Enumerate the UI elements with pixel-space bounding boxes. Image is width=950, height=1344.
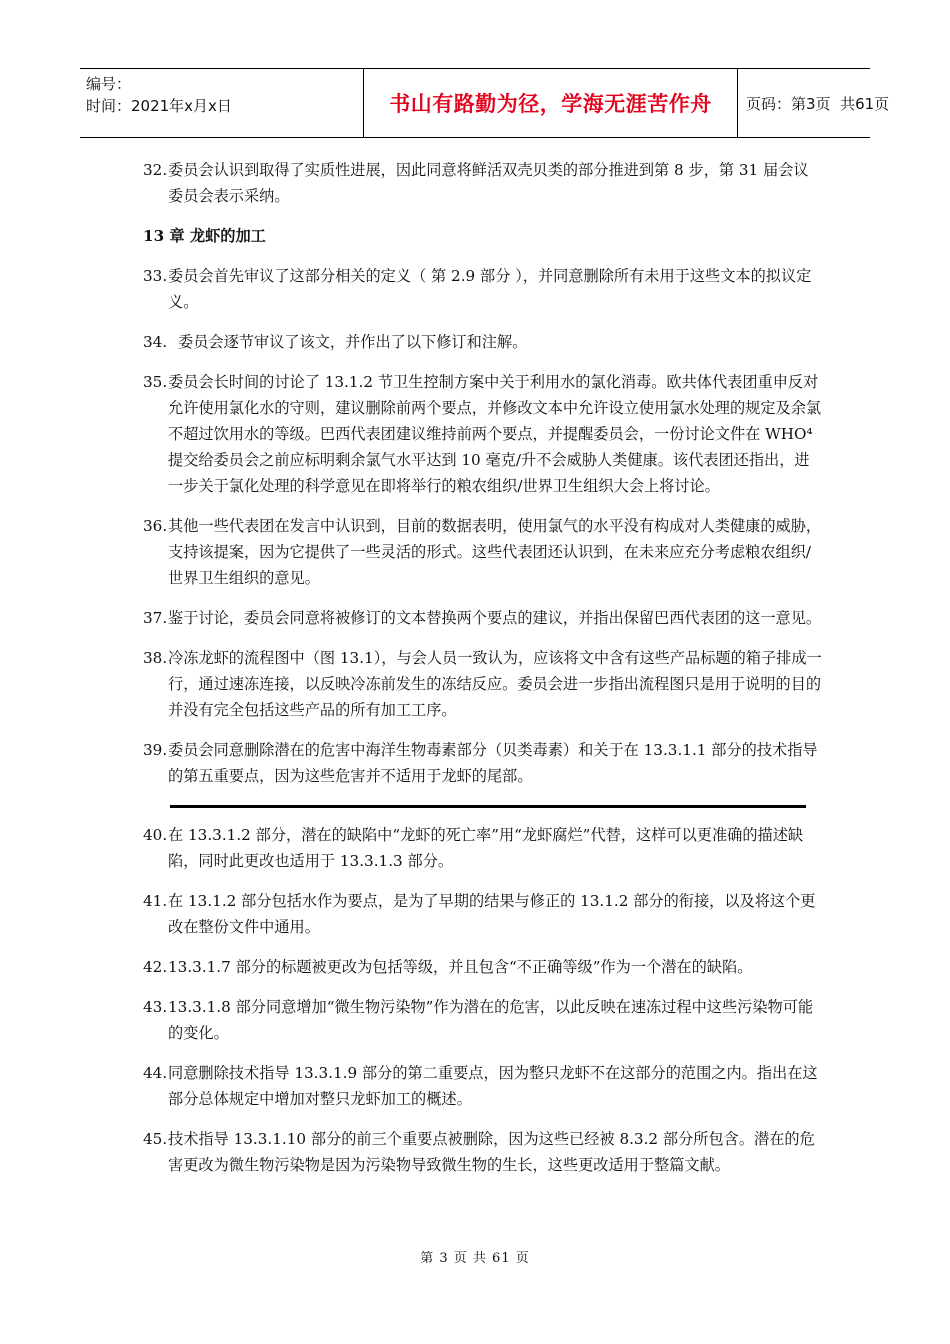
paragraph-text: 冷冻龙虾的流程图中（图 13.1），与会人员一致认为，应该将文中含有这些产品标题的箱子排成一行，通过速冻连接，以反映冷冻前发生的冻结反应。委员会进一步指出流程图只是用于说明的目的并没有完全包括这些产品的所有加工工序。 [168,649,822,719]
paragraph-text: 鉴于讨论，委员会同意将被修订的文本替换两个要点的建议，并指出保留巴西代表团的这一意见。 [168,609,822,627]
paragraph [143,888,823,940]
paragraph [143,329,823,355]
paragraph-text: 委员会首先审议了这部分相关的定义（ 第 2.9 部分 ），并同意删除所有未用于这些文本的拟议定义。 [168,267,812,311]
paragraph-text: 委员会逐节审议了该文，并作出了以下修订和注解。 [178,333,528,351]
paragraph-text: 委员会认识到取得了实质性进展，因此同意将鲜活双壳贝类的部分推进到第 8 步，第 31 届会议委员会表示采纳。 [168,161,809,205]
paragraph-text: 委员会长时间的讨论了 13.1.2 节卫生控制方案中关于利用水的氯化消毒。欧共体代表团重申反对允许使用氯化水的守则，建议删除前两个要点，并修改文本中允许设立使用氯水处理的规定及余氯不超过饮用水的等级。巴西代表团建议维持前两个要点，并提醒委员会，一份讨论文件在 WHO⁴ 提交给委员会之前应标明剩余氯气水平达到 10 毫克/升不会威胁人类健康。该代表团还指出，进一步关于氯化处理的科学意见在即将举行的粮农组织/世界卫生组织大会上将讨论。 [168,373,822,495]
paragraph-number: 32. [143,161,168,179]
paragraph [143,645,823,723]
paragraph [143,263,823,315]
document-number-label: 编号： [86,75,132,93]
paragraph-number: 45. [143,1130,168,1148]
paragraph-text: 13.3.1.8 部分同意增加“微生物污染物”作为潜在的危害，以此反映在速冻过程中这些污染物可能的变化。 [168,998,814,1042]
header-meta [86,73,286,117]
header-motto: 书山有路勤为径，学海无涯苦作舟 [363,69,738,137]
paragraph-number: 37. [143,609,168,627]
paragraph [143,822,823,874]
document-time-label: 时间：2021年x月x日 [86,97,232,115]
paragraph [143,737,823,789]
paragraph-number: 39. [143,741,168,759]
paragraph-number: 41. [143,892,168,910]
paragraph-text: 技术指导 13.3.1.10 部分的前三个重要点被删除，因为这些已经被 8.3.2 部分所包含。潜在的危害更改为微生物污染物是因为污染物导致微生物的生长，这些更改适用于整篇文献。 [168,1130,815,1174]
page-footer: 第 3 页 共 61 页 [420,1251,530,1266]
paragraph-text: 委员会同意删除潜在的危害中海洋生物毒素部分（贝类毒素）和关于在 13.3.1.1 部分的技术指导的第五重要点，因为这些危害并不适用于龙虾的尾部。 [168,741,818,785]
paragraph-number: 36. [143,517,168,535]
paragraph-number: 42. [143,958,168,976]
paragraph-number: 43. [143,998,168,1016]
page-label: 页码：第3页 共61页 [746,94,890,113]
paragraph-number: 33. [143,267,168,285]
paragraph [143,157,823,209]
paragraph-number: 38. [143,649,168,667]
paragraph [143,1126,823,1178]
paragraph [143,513,823,591]
document-body-bottom [143,822,823,1192]
paragraph-text: 其他一些代表团在发言中认识到，目前的数据表明，使用氯气的水平没有构成对人类健康的威胁，支持该提案，因为它提供了一些灵活的形式。这些代表团还认识到，在未来应充分考虑粮农组织/世界卫生组织的意见。 [168,517,822,587]
paragraph [143,369,823,499]
paragraph-number: 44. [143,1064,168,1082]
paragraph-number: 35. [143,373,168,391]
section-heading: 13 章 龙虾的加工 [143,227,266,245]
section-divider [170,805,806,808]
paragraph [143,954,823,980]
paragraph-text: 在 13.3.1.2 部分，潜在的缺陷中“龙虾的死亡率”用“龙虾腐烂”代替，这样可以更准确的描述缺陷，同时此更改也适用于 13.3.1.3 部分。 [168,826,804,870]
paragraph-text: 13.3.1.7 部分的标题被更改为包括等级，并且包含“不正确等级”作为一个潜在的缺陷。 [168,958,753,976]
paragraph-number: 40. [143,826,168,844]
document-body-top [143,157,823,803]
paragraph-text: 同意删除技术指导 13.3.1.9 部分的第二重要点，因为整只龙虾不在这部分的范围之内。指出在这部分总体规定中增加对整只龙虾加工的概述。 [168,1064,818,1108]
page-header [80,68,890,138]
paragraph-number: 34. [143,333,168,351]
paragraph [143,1060,823,1112]
paragraph [143,994,823,1046]
header-page-indicator [746,69,889,137]
paragraph-text: 在 13.1.2 部分包括水作为要点，是为了早期的结果与修正的 13.1.2 部分的衔接，以及将这个更改在整份文件中通用。 [168,892,816,936]
paragraph [143,605,823,631]
